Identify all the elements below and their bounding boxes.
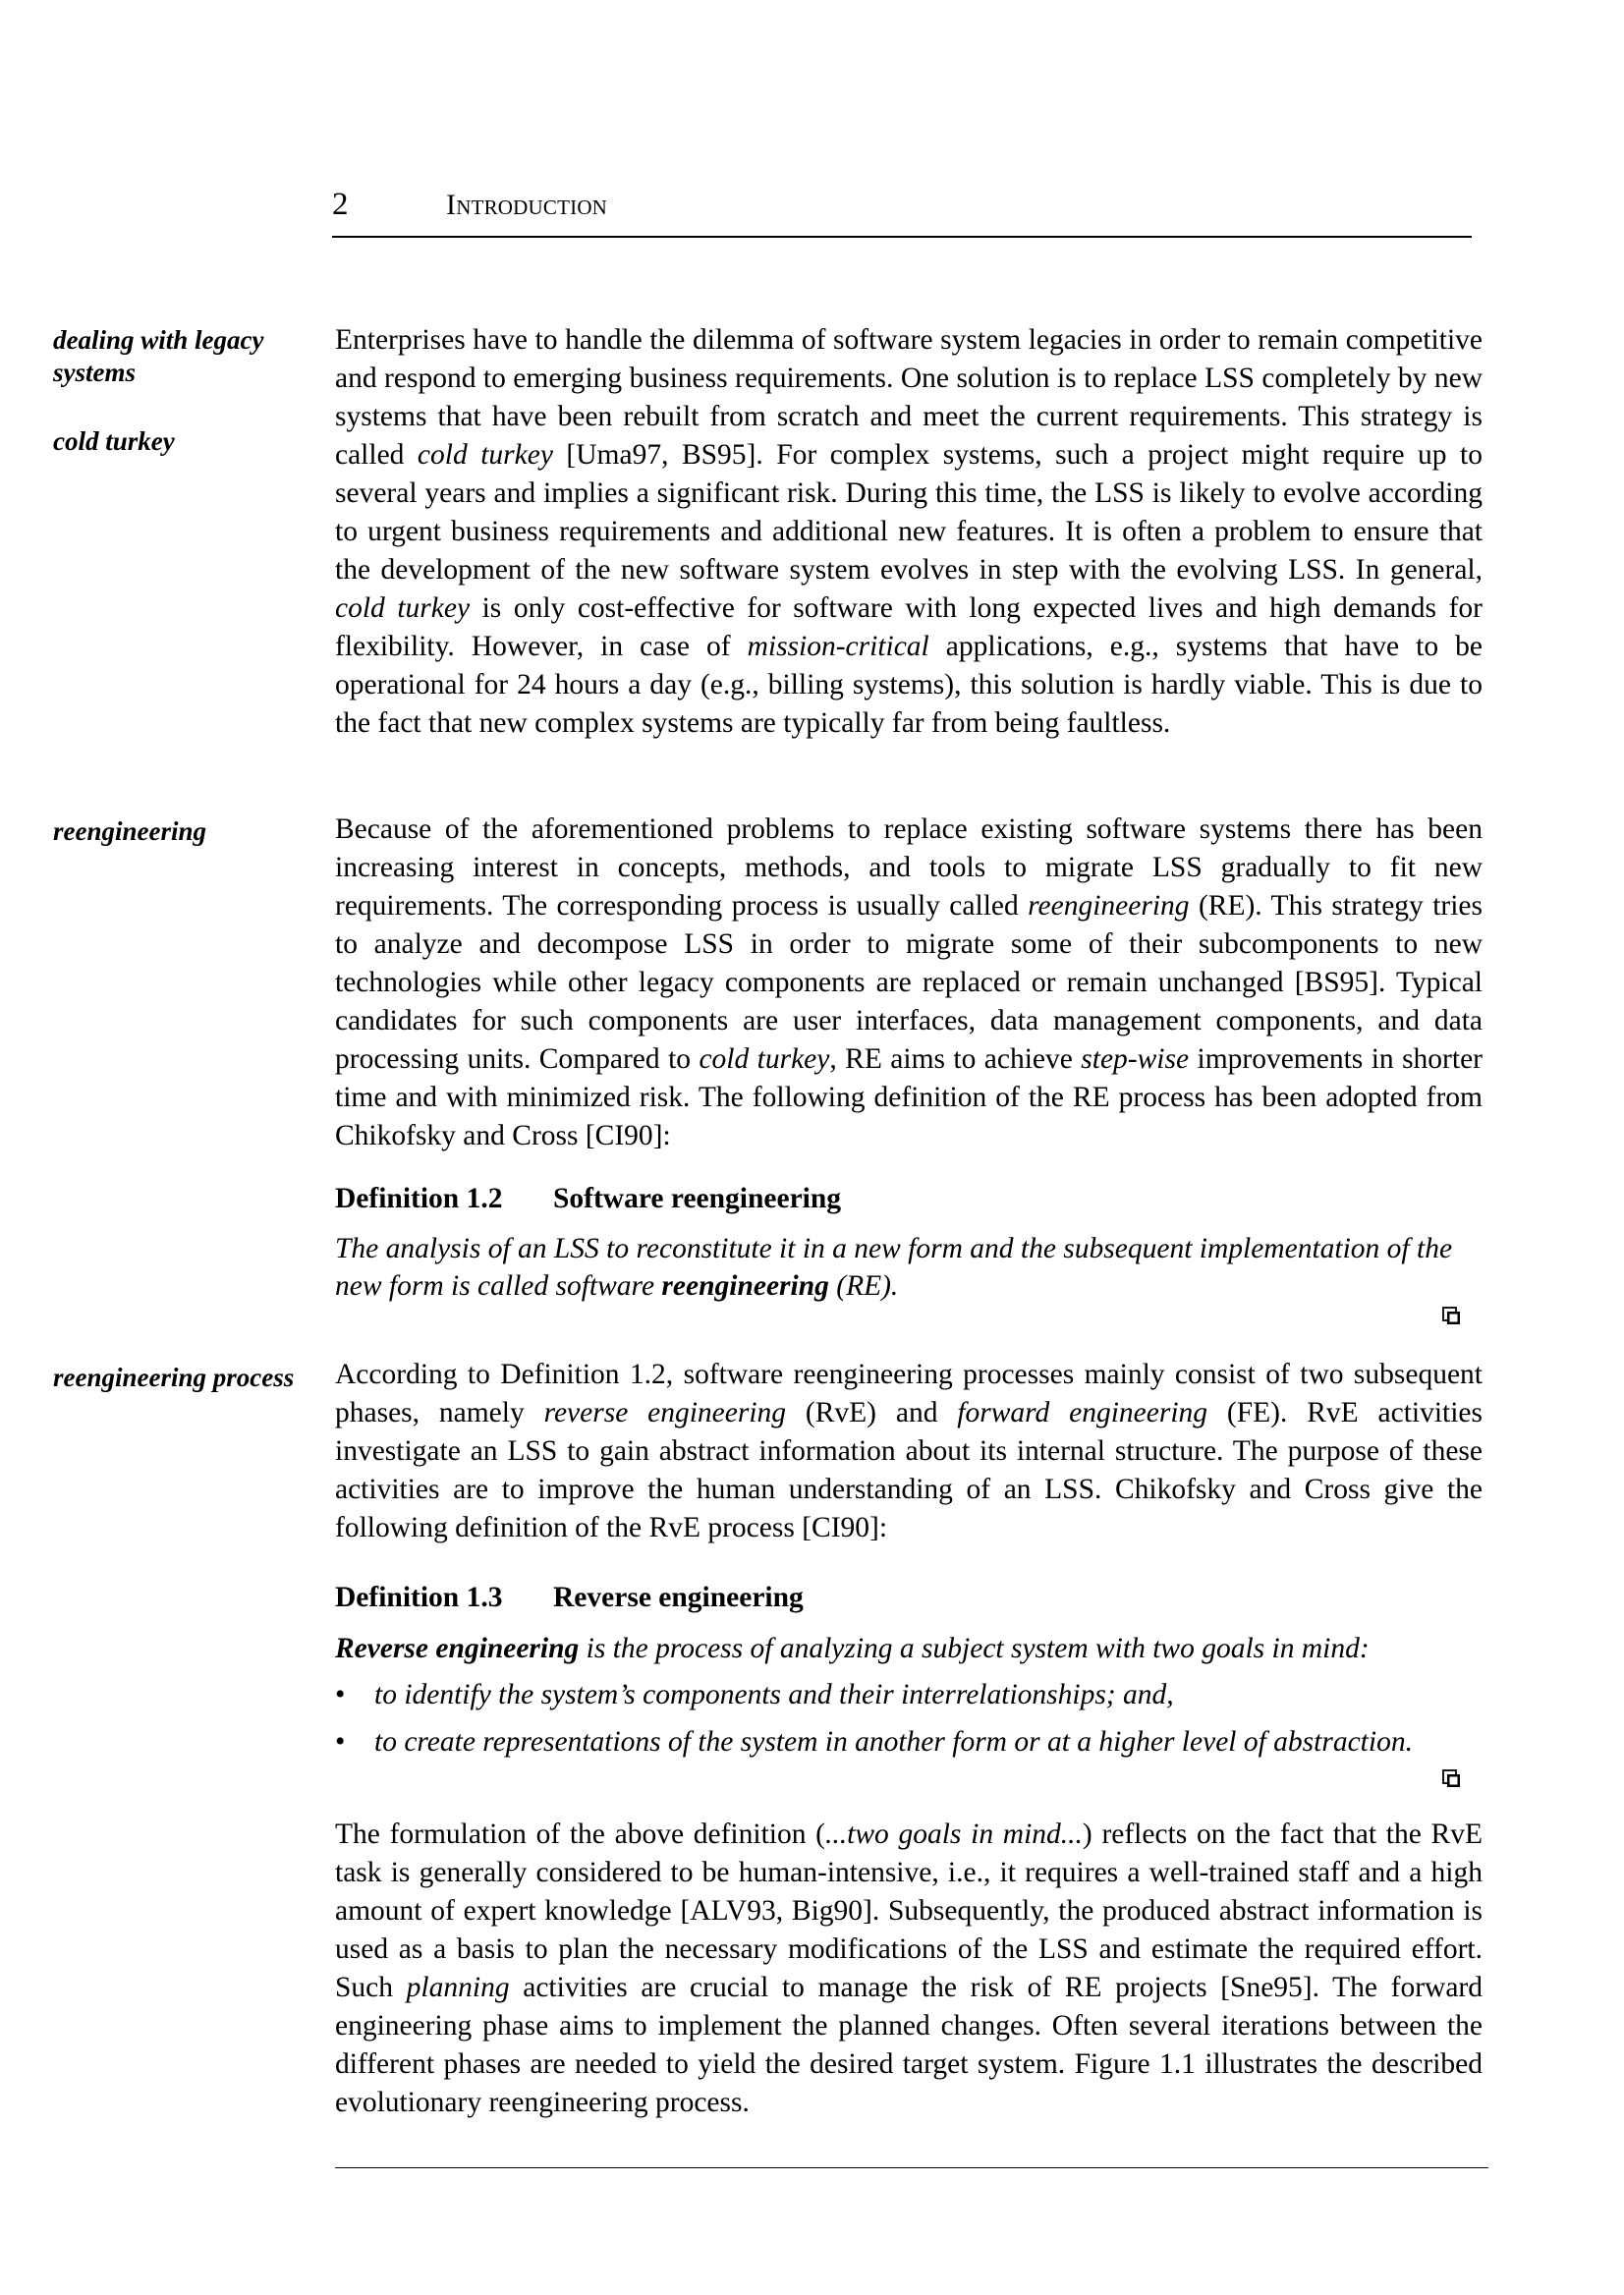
- emphasis-text: planning: [406, 1972, 510, 2003]
- definition-1-2-body: [335, 1230, 1486, 1305]
- text-run: (RvE) and: [786, 1397, 958, 1428]
- definition-label: Definition 1.3: [335, 1582, 503, 1613]
- definition-1-2-heading: [335, 1183, 841, 1215]
- text-run: ) reflects on the fact that the RvE task is generally considered to be human-intensive, i.e., it requires a well-trained staff and a high amount of expert knowledge [ALV93, Big90]. Subsequently, the produced abstract information is used as a basis to plan the necessary modifications of the LSS and estimate the required effort. Such: [335, 1819, 1484, 2003]
- definition-end-icon: [1442, 1307, 1461, 1325]
- chapter-title: Introduction: [446, 189, 608, 221]
- text-run: is only cost-effective for software with long expected lives and high demands for flexibility. However, in case of: [335, 592, 1483, 662]
- text-run: is the process of analyzing a subject system with two goals in mind:: [579, 1633, 1370, 1664]
- list-item: • to create representations of the system in another form or at a higher level of abstraction.: [335, 1718, 1486, 1765]
- emphasis-text: step-wise: [1081, 1043, 1190, 1075]
- bold-term: reengineering: [661, 1270, 829, 1302]
- definition-1-3-heading: [335, 1582, 804, 1614]
- text-run: improvements in shorter time and with minimized risk. The following definition of the RE process has been adopted from Chikofsky and Cross [CI90]:: [335, 1043, 1483, 1151]
- definition-end-icon: [1442, 1769, 1461, 1788]
- margin-note-reengineering: reengineering: [53, 816, 207, 846]
- emphasis-text: forward engineering: [957, 1397, 1208, 1428]
- text-run: (RE). This strategy tries to analyze and decompose LSS in order to migrate some of their subcomponents to new technologies while other legacy components are replaced or remain unchanged [BS95]. Typical candidates for such components are user interfaces, data management components, and data processing units. Compared to: [335, 890, 1484, 1075]
- paragraph-re-process: [335, 1356, 1483, 1547]
- running-header: [332, 185, 1472, 238]
- emphasis-text: mission-critical: [747, 631, 929, 662]
- text-run: [Uma97, BS95]. For complex systems, such a project might require up to several years and implies a significant risk. During this time, the LSS is likely to evolve according to urgent business requirements and additional new features. It is often a problem to ensure that the development of the new software system evolves in step with the evolving LSS. In general,: [335, 439, 1483, 586]
- emphasis-text: cold turkey: [335, 592, 471, 624]
- text-run: , RE aims to achieve: [829, 1043, 1082, 1075]
- paragraph-formulation: [335, 1816, 1483, 2122]
- emphasis-text: cold turkey: [417, 439, 553, 471]
- margin-note-legacy: dealing with legacy systems: [53, 325, 264, 387]
- definition-1-3-bullets: [335, 1671, 1486, 1765]
- definition-label: Definition 1.2: [335, 1183, 503, 1214]
- emphasis-text: cold turkey: [699, 1043, 830, 1075]
- text-run: According to Definition 1.2, software reengineering processes mainly consist of two subsequent phases, namely: [335, 1359, 1483, 1428]
- text-run: Enterprises have to handle the dilemma of software system legacies in order to remain competitive and respond to emerging business requirements. One solution is to replace LSS completely by new systems that have been rebuilt from scratch and meet the current requirements. This strategy is called: [335, 324, 1483, 471]
- paragraph-reengineering: [335, 811, 1483, 1155]
- footer-rule: [335, 2167, 1488, 2168]
- margin-note-re-process: reengineering process: [53, 1363, 295, 1392]
- text-run: (FE). RvE activities investigate an LSS to gain abstract information about its internal structure. The purpose of these activities are to improve the human understanding of an LSS. Chikofsky and Cross give the following definition of the RvE process [CI90]:: [335, 1397, 1483, 1543]
- bold-term: Reverse engineering: [335, 1633, 580, 1664]
- text-run: Because of the aforementioned problems to replace existing software systems there has been increasing interest in concepts, methods, and tools to migrate LSS gradually to fit new requirements. The corresponding process is usually called: [335, 813, 1483, 922]
- margin-note-cold-turkey: cold turkey: [53, 426, 175, 456]
- text-run: The formulation of the above definition (: [335, 1819, 826, 1850]
- text-run: applications, e.g., systems that have to be operational for 24 hours a day (e.g., billing systems), this solution is hardly viable. This is due to the fact that new complex systems are typically far from being faultless.: [335, 631, 1483, 739]
- list-item: • to identify the system’s components and their interrelationships; and,: [335, 1671, 1486, 1718]
- emphasis-text: reengineering: [1028, 890, 1190, 922]
- definition-1-3-intro: [335, 1630, 1486, 1667]
- definition-title: Reverse engineering: [553, 1582, 804, 1613]
- text-run: activities are crucial to manage the risk of RE projects [Sne95]. The forward engineering phase aims to implement the planned changes. Often several iterations between the different phases are needed to yield the desired target system. Figure 1.1 illustrates the described evolutionary reengineering process.: [335, 1972, 1484, 2118]
- emphasis-text: reverse engineering: [543, 1397, 787, 1428]
- page-number: 2: [332, 187, 349, 222]
- text-run: (RE).: [828, 1270, 899, 1302]
- paragraph-cold-turkey: [335, 321, 1483, 743]
- emphasis-text: ...two goals in mind...: [825, 1819, 1083, 1850]
- definition-title: Software reengineering: [553, 1183, 842, 1214]
- text-run: The analysis of an LSS to reconstitute it in a new form and the subsequent implementation of the new form is called software: [335, 1233, 1453, 1302]
